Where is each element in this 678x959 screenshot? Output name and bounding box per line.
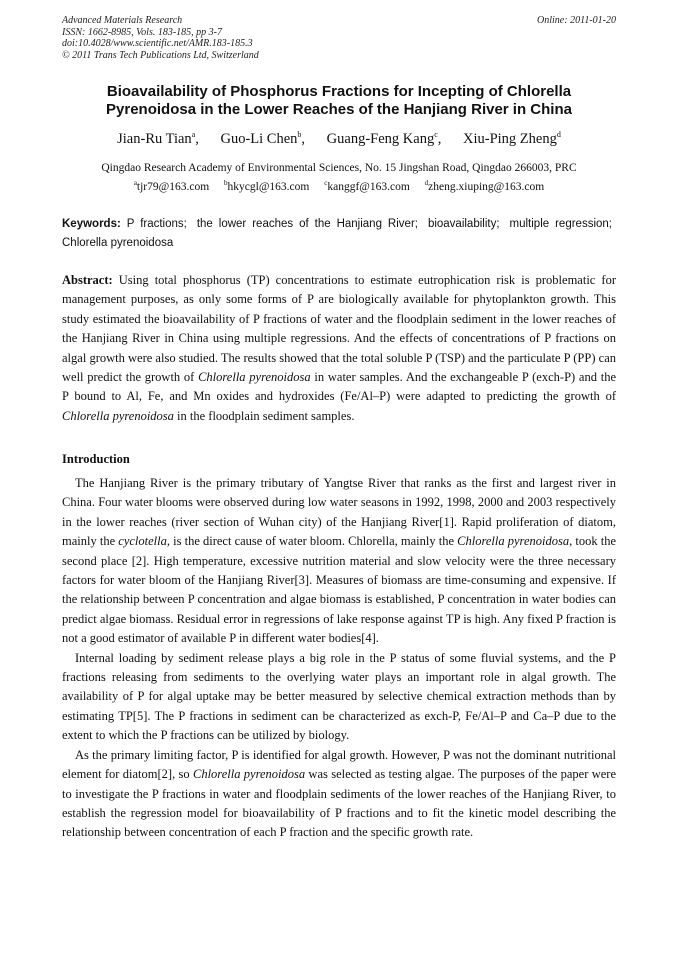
email[interactable] xyxy=(224,181,309,193)
species-name: cyclotella xyxy=(118,534,167,549)
keyword: the lower reaches of the Hanjiang River; xyxy=(196,218,418,230)
author-separator: , xyxy=(301,131,306,147)
author-name: Guo-Li Chen xyxy=(220,131,298,147)
affiliation: Qingdao Research Academy of Environmental Sciences, No. 15 Jingshan Road, Qingdao 266003, PRC xyxy=(101,162,577,174)
email-address[interactable]: hkycgl@163.com xyxy=(227,181,310,193)
abstract-label: Abstract: xyxy=(62,273,113,287)
paper-title xyxy=(62,83,616,119)
copyright-line: © 2011 Trans Tech Publications Ltd, Switzerland xyxy=(62,49,259,61)
email[interactable] xyxy=(425,181,545,193)
email[interactable] xyxy=(324,181,410,193)
paragraph-text: , is the direct cause of water bloom. Chlorella, mainly the xyxy=(166,534,458,549)
section-heading-introduction: Introduction xyxy=(62,452,130,466)
species-name: Chlorella pyrenoidosa xyxy=(457,534,570,549)
title-line-1: Bioavailability of Phosphorus Fractions for Incepting of Chlorella xyxy=(106,83,572,100)
author-marker: b xyxy=(297,130,302,139)
email-address[interactable]: tjr79@163.com xyxy=(136,181,210,193)
species-name: Chlorella pyrenoidosa xyxy=(62,408,174,423)
keyword: bioavailability; xyxy=(427,218,500,230)
keywords-block xyxy=(62,215,616,253)
abstract-text: in water samples. And the exchangeable P (exch-P) and the P bound to Al, Fe, and Mn oxides and hydroxides (Fe/Al–P) were adapted to predicting the growth of xyxy=(62,370,617,404)
author-name: Guang-Feng Kang xyxy=(326,131,435,147)
paragraph xyxy=(62,474,616,649)
author-list xyxy=(62,130,616,148)
email-marker: c xyxy=(324,179,328,187)
author-marker: c xyxy=(434,130,438,139)
species-name: Chlorella pyrenoidosa xyxy=(192,767,306,782)
paragraph-text: , took the second place [2]. High temperature, excessive nutrition material and slow velocity were the three necessary factors for water bloom of the Hanjiang River[3]. Measures of biomass are time-consuming and expensive. If the relationship between P concentration and algae biomass is established, P concentration in water bodies can predict algae biomass. Residual error in regressions of lake response against TP is high. Any fixed P fraction is not a good estimator of available P in different water bodies[4]. xyxy=(62,534,616,646)
paragraph xyxy=(62,746,616,843)
title-line-2: Pyrenoidosa in the Lower Reaches of the Hanjiang River in China xyxy=(106,101,572,118)
email[interactable] xyxy=(134,181,209,193)
author-separator: , xyxy=(195,131,199,147)
issn-line: ISSN: 1662-8985, Vols. 183-185, pp 3-7 xyxy=(62,26,222,38)
email-address[interactable]: zheng.xiuping@163.com xyxy=(428,181,545,193)
introduction-section xyxy=(62,474,616,843)
journal-header xyxy=(62,15,616,61)
email-marker: b xyxy=(224,179,228,187)
paragraph-text: was selected as testing algae. The purposes of the paper were to investigate the P fractions in water and floodplain sediments of the lower reaches of the Hanjiang River, to establish the regression model for bioavailability of P fractions and to fit the kinetic model describing the relationship between concentration of each P fraction and the specific growth rate. xyxy=(62,767,617,840)
abstract-text: in the floodplain sediment samples. xyxy=(173,408,355,423)
author xyxy=(463,131,561,147)
author xyxy=(327,131,442,147)
abstract xyxy=(62,271,616,426)
author-separator: , xyxy=(437,131,442,147)
paragraph-text: The Hanjiang River is the primary tributary of Yangtse River that ranks as the first and largest river in China. Four water blooms were observed during low water seasons in 1992, 1998, 2000 and 2003 respectively in the lower reaches (river section of Wuhan city) of the Hanjiang River[1]. Rapid proliferation of diatom, mainly the xyxy=(62,476,616,549)
journal-name: Advanced Materials Research xyxy=(62,15,183,26)
paragraph-text: As the primary limiting factor, P is identified for algal growth. However, P was not the dominant nutritional element for diatom[2], so xyxy=(62,747,616,782)
abstract-text: Using total phosphorus (TP) concentrations to estimate eutrophication risk is problematic for management purposes, as only some forms of P are biologically available for phytoplankton growth. This study estimated the bioavailability of P fractions of water and the floodplain sediment in the lower reaches of the Hanjiang River in China using multiple regressions. And the effects of concentrations of P fractions on algal growth were also studied. The results showed that the total soluble P (TSP) and the particulate P (PP) can well predict the growth of xyxy=(62,273,616,385)
doi-line[interactable]: doi:10.4028/www.scientific.net/AMR.183-185.3 xyxy=(62,38,253,49)
email-marker: a xyxy=(133,179,137,187)
author xyxy=(221,131,306,147)
keywords-label: Keywords: xyxy=(62,218,121,230)
keyword: P fractions; xyxy=(126,218,187,230)
author-marker: d xyxy=(556,130,561,139)
email-list xyxy=(62,179,616,193)
author-name: Xiu-Ping Zheng xyxy=(463,131,557,147)
author-name: Jian-Ru Tian xyxy=(117,131,192,147)
keyword: multiple regression; xyxy=(509,218,612,230)
paragraph: Internal loading by sediment release plays a big role in the P status of some fluvial systems, and the P fractions releasing from sediments to the overlying water plays an important role in algal growth. The availability of P for algal uptake may be better measured by selective chemical extraction methods than by estimating TP[5]. The P fractions in sediment can be characterized as exch-P, Fe/Al–P and Ca–P due to the extent to which the P fractions can be utilized by biology. xyxy=(62,650,616,743)
species-name: Chlorella pyrenoidosa xyxy=(198,370,311,385)
author-marker: a xyxy=(191,130,196,139)
author xyxy=(117,131,199,147)
email-address[interactable]: kanggf@163.com xyxy=(327,181,410,193)
online-date: Online: 2011-01-20 xyxy=(537,15,616,26)
keyword: Chlorella pyrenoidosa xyxy=(62,237,174,249)
email-marker: d xyxy=(424,179,429,187)
